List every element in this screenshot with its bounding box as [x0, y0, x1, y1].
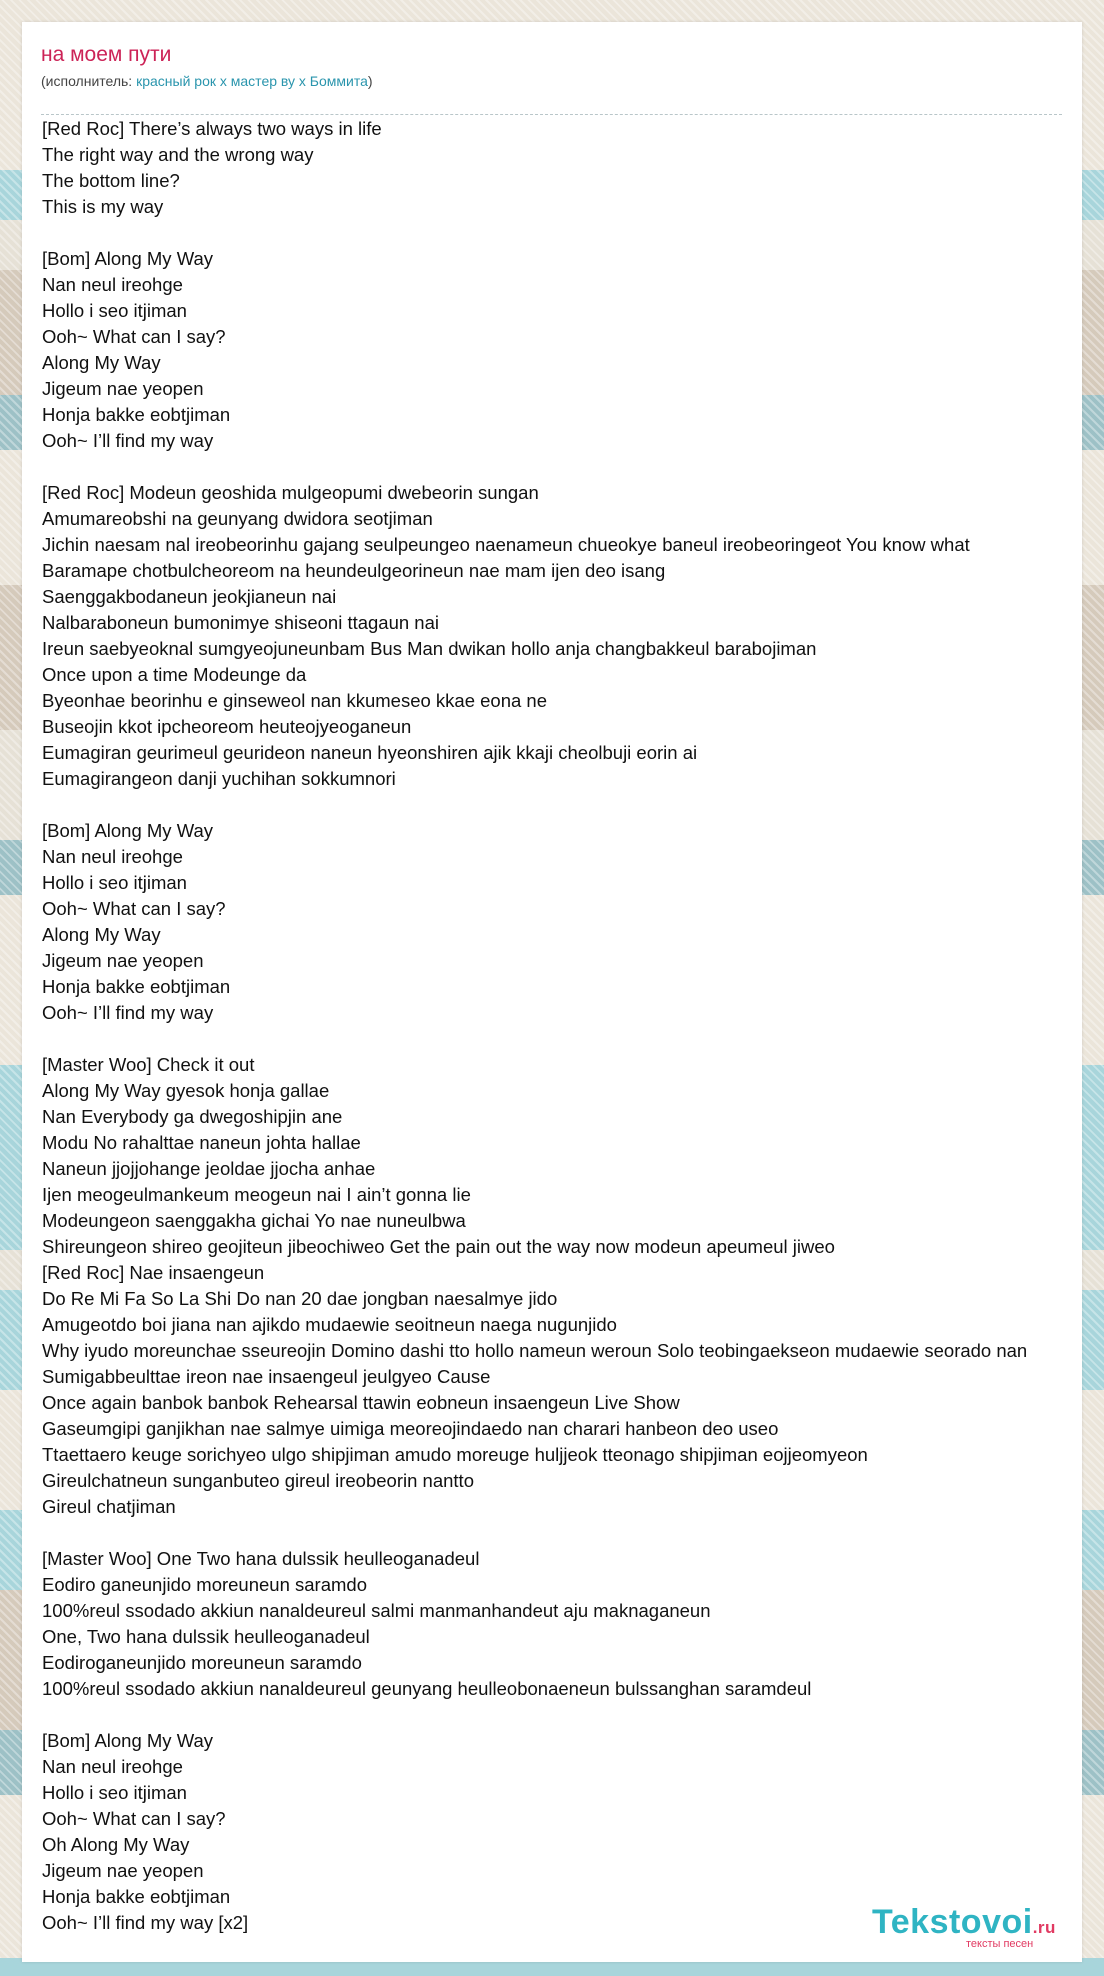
lyric-line: Ijen meogeulmankeum meogeun nai I ain’t gonna lie [42, 1184, 471, 1205]
lyric-line: Modeungeon saenggakha gichai Yo nae nuneulbwa [42, 1210, 466, 1231]
lyric-line: Naneun jjojjohange jeoldae jjocha anhae [42, 1158, 376, 1179]
lyric-line: Nan neul ireohge [42, 846, 183, 867]
lyric-line: Modu No rahalttae naneun johta hallae [42, 1132, 361, 1153]
lyric-line: [Master Woo] Check it out [42, 1054, 255, 1075]
lyric-line: [Bom] Along My Way [42, 248, 214, 269]
lyric-line: Eumagirangeon danji yuchihan sokkumnori [42, 768, 396, 789]
artist-suffix: ) [367, 73, 373, 89]
lyric-line: Jigeum nae yeopen [42, 950, 204, 971]
logo-subtitle: тексты песен [966, 1938, 1034, 1950]
lyric-line: Jigeum nae yeopen [42, 1860, 204, 1881]
lyric-line: Jichin naesam nal ireobeorinhu gajang seulpeungeo naenameun chueokye baneul ireobeoringeot You know what [42, 534, 970, 555]
lyric-line: Why iyudo moreunchae sseureojin Domino dashi tto hollo nameun weroun Solo teobingaekseon mudaewie seorado nan [42, 1340, 1028, 1361]
lyric-line: Sumigabbeulttae ireon nae insaengeul jeulgyeo Cause [42, 1366, 491, 1387]
lyric-line: Jigeum nae yeopen [42, 378, 204, 399]
artist-line [41, 72, 1062, 90]
lyric-line: [Bom] Along My Way [42, 820, 214, 841]
lyric-line: Nan Everybody ga dwegoshipjin ane [42, 1106, 343, 1127]
lyric-line: Honja bakke eobtjiman [42, 1886, 231, 1907]
lyric-line: Shireungeon shireo geojiteun jibeochiweo Get the pain out the way now modeun apeumeul jiweo [42, 1236, 835, 1257]
lyric-line: [Red Roc] Nae insaengeun [42, 1262, 265, 1283]
lyric-line: Byeonhae beorinhu e ginseweol nan kkumeseo kkae eona ne [42, 690, 548, 711]
artist-prefix: (исполнитель: [41, 73, 137, 89]
lyric-line: Hollo i seo itjiman [42, 1782, 187, 1803]
lyric-line: Nan neul ireohge [42, 274, 183, 295]
lyric-line: Ireun saebyeoknal sumgyeojuneunbam Bus Man dwikan hollo anja changbakkeul barabojiman [42, 638, 817, 659]
site-logo[interactable] [872, 1904, 1072, 1954]
lyric-line: Nalbaraboneun bumonimye shiseoni ttagaun nai [42, 612, 439, 633]
lyric-line: One, Two hana dulssik heulleoganadeul [42, 1626, 370, 1647]
lyric-line: Gireul chatjiman [42, 1496, 176, 1517]
lyric-line: Nan neul ireohge [42, 1756, 183, 1777]
logo-main-text: Tekstovoi [872, 1903, 1033, 1941]
lyric-line: Once upon a time Modeunge da [42, 664, 307, 685]
lyric-line: Ooh~ What can I say? [42, 898, 226, 919]
lyric-line: Eodiroganeunjido moreuneun saramdo [42, 1652, 362, 1673]
lyric-line: Eodiro ganeunjido moreuneun saramdo [42, 1574, 367, 1595]
lyric-line: Hollo i seo itjiman [42, 872, 187, 893]
lyric-blank-line [42, 454, 1082, 480]
lyric-line: [Red Roc] Modeun geoshida mulgeopumi dwebeorin sungan [42, 482, 539, 503]
lyric-line: Do Re Mi Fa So La Shi Do nan 20 dae jongban naesalmye jido [42, 1288, 558, 1309]
lyric-line: Ooh~ What can I say? [42, 326, 226, 347]
lyric-line: The bottom line? [42, 170, 180, 191]
lyrics-card [22, 22, 1082, 1962]
lyric-line: Hollo i seo itjiman [42, 300, 187, 321]
lyric-line: [Bom] Along My Way [42, 1730, 214, 1751]
lyric-line: Honja bakke eobtjiman [42, 404, 231, 425]
lyric-line: Along My Way [42, 352, 161, 373]
lyric-line: Ooh~ I’ll find my way [x2] [42, 1912, 249, 1933]
lyric-line: 100%reul ssodado akkiun nanaldeureul salmi manmanhandeut aju maknaganeun [42, 1600, 711, 1621]
lyric-line: Honja bakke eobtjiman [42, 976, 231, 997]
lyric-line: Amumareobshi na geunyang dwidora seotjiman [42, 508, 433, 529]
lyric-line: Ttaettaero keuge sorichyeo ulgo shipjiman amudo moreuge huljjeok tteonago shipjiman eojjeomyeon [42, 1444, 868, 1465]
lyric-line: Saenggakbodaneun jeokjianeun nai [42, 586, 337, 607]
lyric-line: Oh Along My Way [42, 1834, 190, 1855]
lyric-line: 100%reul ssodado akkiun nanaldeureul geunyang heulleobonaeneun bulssanghan saramdeul [42, 1678, 812, 1699]
lyric-line: Ooh~ I’ll find my way [42, 1002, 214, 1023]
lyric-line: This is my way [42, 196, 164, 217]
lyric-line: Ooh~ I’ll find my way [42, 430, 214, 451]
lyric-line: [Master Woo] One Two hana dulssik heulleoganadeul [42, 1548, 480, 1569]
lyric-blank-line [42, 1026, 1082, 1052]
lyric-line: Ooh~ What can I say? [42, 1808, 226, 1829]
lyric-line: Once again banbok banbok Rehearsal ttawin eobneun insaengeun Live Show [42, 1392, 680, 1413]
lyric-blank-line [42, 1520, 1082, 1546]
lyric-blank-line [42, 220, 1082, 246]
lyric-blank-line [42, 792, 1082, 818]
lyric-line: The right way and the wrong way [42, 144, 314, 165]
lyric-line: Amugeotdo boi jiana nan ajikdo mudaewie seoitneun naega nugunjido [42, 1314, 617, 1335]
lyric-line: Along My Way [42, 924, 161, 945]
lyric-line: Baramape chotbulcheoreom na heundeulgeorineun nae mam ijen deo isang [42, 560, 666, 581]
song-title: на моем пути [41, 43, 172, 66]
lyric-line: Eumagiran geurimeul geurideon naneun hyeonshiren ajik kkaji cheolbuji eorin ai [42, 742, 698, 763]
logo-tld: .ru [1032, 1918, 1056, 1937]
lyric-blank-line [42, 1702, 1082, 1728]
artist-link[interactable]: красный рок x мастер ву x Боммита [136, 73, 368, 89]
lyric-line: Along My Way gyesok honja gallae [42, 1080, 330, 1101]
lyric-line: Gireulchatneun sunganbuteo gireul ireobeorin nantto [42, 1470, 474, 1491]
lyric-line: Buseojin kkot ipcheoreom heuteojyeoganeun [42, 716, 412, 737]
lyric-line: [Red Roc] There’s always two ways in life [42, 118, 382, 139]
song-header [41, 42, 1062, 115]
lyric-line: Gaseumgipi ganjikhan nae salmye uimiga meoreojindaedo nan charari hanbeon deo useo [42, 1418, 779, 1439]
lyrics-text [42, 116, 1082, 1936]
